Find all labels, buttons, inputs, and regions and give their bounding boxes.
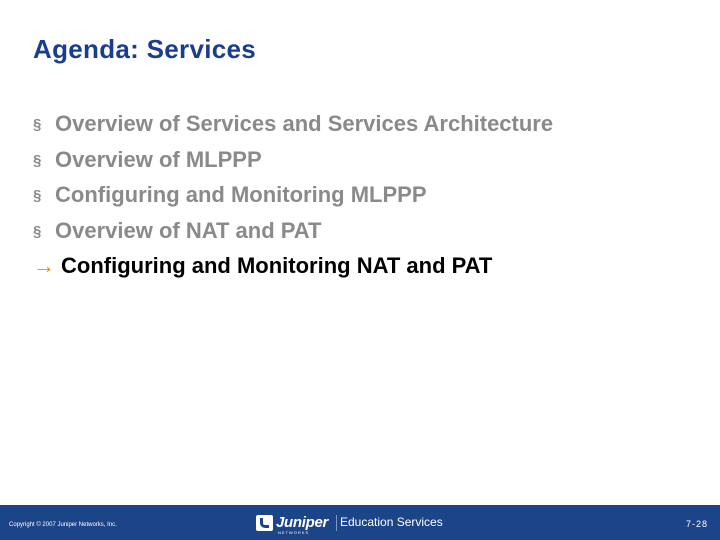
agenda-item (33, 108, 553, 144)
copyright-text: Copyright © 2007 Juniper Networks, Inc. (9, 522, 117, 528)
square-bullet-icon: § (33, 116, 42, 133)
page-number: 7-28 (685, 519, 708, 529)
agenda-item-label: Overview of NAT and PAT (55, 217, 322, 243)
juniper-logo-icon (256, 515, 273, 531)
agenda-list (33, 108, 553, 286)
agenda-item-label: Overview of Services and Services Architecture (55, 111, 554, 136)
logo-wordmark: Juniper (276, 514, 329, 531)
agenda-item (33, 144, 553, 180)
slide-title: Agenda: Services (33, 34, 257, 64)
square-bullet-icon: § (33, 151, 42, 169)
logo-subtext: NETWORKS (278, 530, 310, 535)
department-label: Education Services (340, 515, 443, 529)
square-bullet-icon: § (33, 187, 42, 204)
square-bullet-icon: § (33, 222, 42, 240)
agenda-item-current (33, 250, 553, 286)
agenda-item (33, 215, 553, 251)
agenda-item (33, 179, 553, 215)
agenda-item-label: Overview of MLPPP (55, 146, 262, 172)
agenda-item-label: Configuring and Monitoring NAT and PAT (61, 253, 493, 278)
arrow-right-icon: → (33, 253, 55, 278)
footer-divider (336, 515, 337, 531)
agenda-item-label: Configuring and Monitoring MLPPP (55, 182, 427, 207)
footer-bar (0, 505, 720, 540)
juniper-logo (256, 514, 329, 535)
